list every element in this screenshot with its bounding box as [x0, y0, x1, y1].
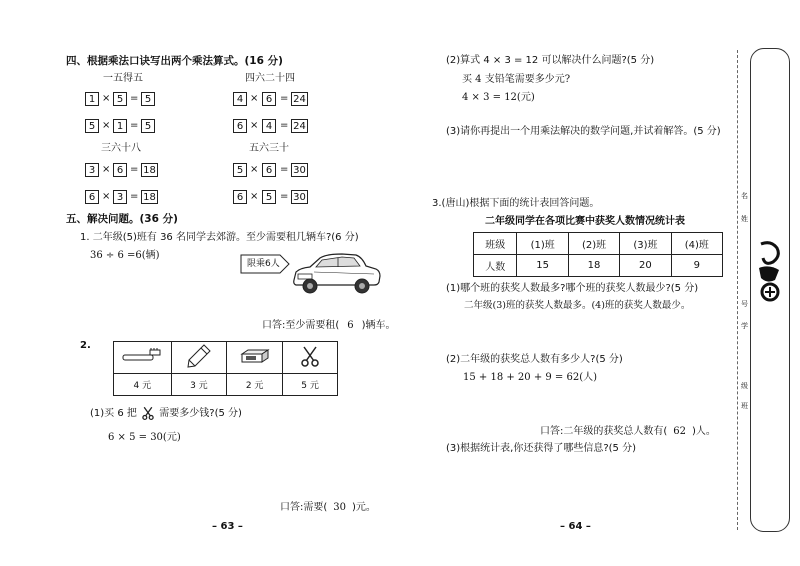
box: 3 [85, 163, 99, 177]
box: 18 [141, 163, 158, 177]
table-title: 二年级同学在各项比赛中获奖人数情况统计表 [485, 216, 685, 227]
box: 6 [262, 92, 276, 106]
q3-sub2: (2)二年级的获奖总人数有多少人?(5 分) [446, 354, 623, 365]
eraser-cell [227, 342, 283, 374]
page-number-left: – 63 – [212, 521, 243, 532]
car-icon [290, 250, 382, 296]
rhyme-2: 四六二十四 [245, 73, 295, 84]
toothbrush-icon [120, 348, 164, 364]
rhyme-1: 一五得五 [103, 73, 143, 84]
q3-sub3: (3)根据统计表,你还获得了哪些信息?(5 分) [446, 443, 636, 454]
box: 30 [291, 163, 308, 177]
data-cell: 9 [671, 255, 722, 277]
box: 6 [85, 190, 99, 204]
equals-sign: = [280, 164, 289, 175]
q3-sub2-work: 15 + 18 + 20 + 9 = 62(人) [463, 372, 598, 383]
box: 4 [262, 119, 276, 133]
stats-table [473, 232, 723, 277]
header-cell: (1)班 [517, 233, 568, 255]
q2-number: 2. [80, 340, 91, 351]
equals-sign: = [130, 93, 139, 104]
data-cell: 人数 [474, 255, 517, 277]
answer-value: 6 [347, 320, 354, 331]
price-cell: 5 元 [283, 374, 338, 396]
q2-work: 6 × 5 = 30(元) [108, 432, 181, 443]
answer-prefix: 口答:二年级的获奖总人数有( [540, 426, 668, 437]
times-sign: × [250, 120, 259, 131]
toothbrush-cell [114, 342, 172, 374]
box: 24 [291, 119, 308, 133]
equals-sign: = [280, 191, 289, 202]
answer-suffix: )元。 [352, 502, 376, 513]
header-cell: (3)班 [620, 233, 671, 255]
equals-sign: = [280, 93, 289, 104]
answer-value: 62 [673, 426, 687, 437]
box: 30 [291, 190, 308, 204]
times-sign: × [250, 93, 259, 104]
box: 5 [233, 163, 247, 177]
times-sign: × [102, 164, 111, 175]
publisher-logo-icon [755, 240, 785, 310]
answer-value: 30 [333, 502, 347, 513]
margin-char: 学 [741, 322, 748, 330]
box: 6 [262, 163, 276, 177]
scissors-icon [300, 345, 320, 367]
data-cell: 20 [620, 255, 671, 277]
box: 1 [113, 119, 127, 133]
margin-char: 姓 [741, 215, 748, 223]
box: 5 [113, 92, 127, 106]
box: 18 [141, 190, 158, 204]
times-sign: × [250, 191, 259, 202]
page-number-right: – 64 – [560, 521, 591, 532]
times-sign: × [250, 164, 259, 175]
answer-prefix: 口答:需要( [280, 502, 328, 513]
box: 6 [113, 163, 127, 177]
price-cell: 4 元 [114, 374, 172, 396]
q2-2-hand1: 买 4 支铅笔需要多少元? [462, 74, 571, 85]
data-cell: 18 [568, 255, 619, 277]
rhyme-4: 五六三十 [249, 143, 289, 154]
box: 5 [262, 190, 276, 204]
q3-sub1: (1)哪个班的获奖人数最多?哪个班的获奖人数最少?(5 分) [446, 283, 699, 294]
q2-sub1 [90, 406, 242, 420]
header-cell: (2)班 [568, 233, 619, 255]
rhyme-3: 三六十八 [101, 143, 141, 154]
box: 3 [113, 190, 127, 204]
scissors-cell [283, 342, 338, 374]
box: 4 [233, 92, 247, 106]
section5-title: 五、解决问题。(36 分) [66, 213, 178, 225]
q1-text: 1. 二年级(5)班有 36 名同学去郊游。至少需要租几辆车?(6 分) [80, 232, 359, 243]
equals-sign: = [130, 191, 139, 202]
q3-text: 3.(唐山)根据下面的统计表回答问题。 [432, 198, 600, 209]
car-sign [240, 254, 290, 274]
q2-2-text: (2)算式 4 × 3 = 12 可以解决什么问题?(5 分) [446, 55, 655, 66]
answer-prefix: 口答:至少需要租( [262, 320, 340, 331]
times-sign: × [102, 191, 111, 202]
q1-work: 36 ÷ 6 =6(辆) [90, 250, 160, 261]
answer-suffix: )人。 [692, 426, 716, 437]
price-cell: 2 元 [227, 374, 283, 396]
margin-char: 班 [741, 402, 748, 410]
times-sign: × [102, 93, 111, 104]
q2-sub1-prefix: (1)买 6 把 [90, 408, 137, 419]
q3-sub2-answer [540, 426, 716, 438]
section4-title: 四、根据乘法口诀写出两个乘法算式。(16 分) [66, 55, 283, 67]
equals-sign: = [130, 164, 139, 175]
scissors-icon [140, 406, 156, 420]
data-cell: 15 [517, 255, 568, 277]
pencil-cell [171, 342, 227, 374]
binding-line [737, 50, 738, 530]
q1-answer [262, 320, 396, 332]
q2-sub1-suffix: 需要多少钱?(5 分) [159, 408, 242, 419]
margin-char: 级 [741, 382, 748, 390]
q2-2-hand2: 4 × 3 = 12(元) [462, 92, 535, 103]
answer-suffix: )辆车。 [361, 320, 396, 331]
box: 24 [291, 92, 308, 106]
margin-char: 号 [741, 300, 748, 308]
q2-3-text: (3)请你再提出一个用乘法解决的数学问题,并试着解答。(5 分) [446, 126, 721, 137]
eraser-icon [240, 348, 270, 364]
box: 6 [233, 190, 247, 204]
pencil-icon [186, 343, 212, 369]
price-cell: 3 元 [171, 374, 227, 396]
header-cell: 班级 [474, 233, 517, 255]
header-cell: (4)班 [671, 233, 722, 255]
q2-answer [280, 502, 376, 514]
times-sign: × [102, 120, 111, 131]
q3-sub1-answer: 二年级(3)班的获奖人数最多。(4)班的获奖人数最少。 [464, 300, 691, 311]
margin-char: 名 [741, 192, 748, 200]
box: 6 [233, 119, 247, 133]
box: 1 [85, 92, 99, 106]
car-sign-text: 限乘6人 [247, 259, 280, 269]
box: 5 [85, 119, 99, 133]
box: 5 [141, 92, 155, 106]
box: 5 [141, 119, 155, 133]
equals-sign: = [280, 120, 289, 131]
equals-sign: = [130, 120, 139, 131]
price-table [113, 341, 338, 396]
